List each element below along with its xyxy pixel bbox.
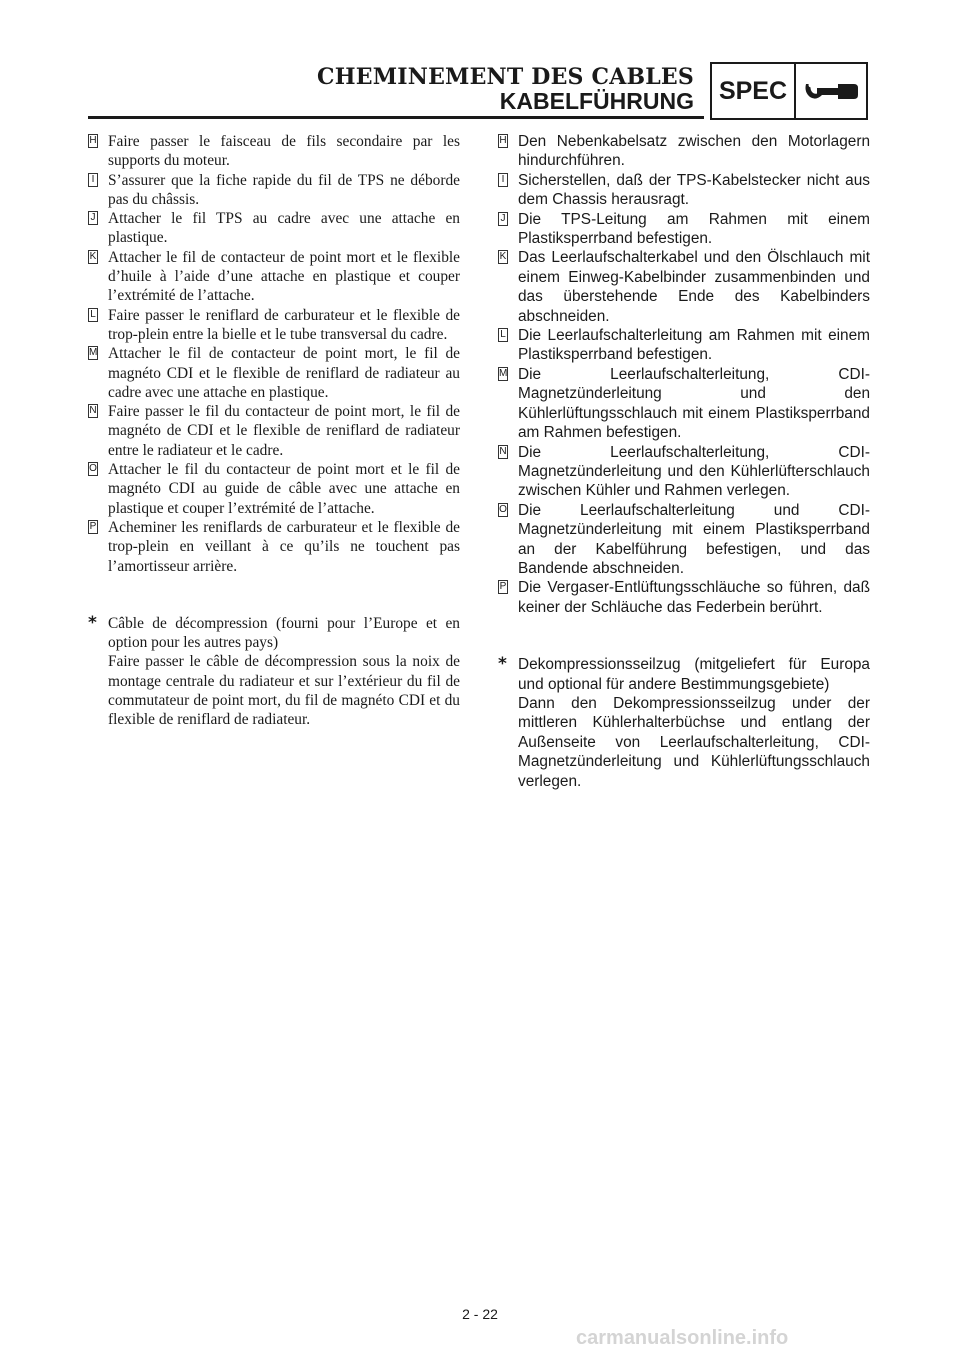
instruction-item [88,518,460,576]
instruction-item [498,443,870,501]
step-marker: M [89,347,98,359]
step-marker: I [498,173,508,187]
instruction-item [88,306,460,345]
instruction-item [498,578,870,617]
german-column [498,132,870,791]
instruction-item [88,402,460,460]
instruction-text: Attacher le fil du contacteur de point mort et le fil de magnéto CDI au guide de câble avec une attache en plastique et couper l’extrémité de l’attache. [108,461,460,517]
step-marker: J [88,211,98,225]
french-note-heading: Câble de décompression (fourni pour l’Europe et en option pour les autres pays) [108,614,460,652]
step-marker: J [498,212,508,226]
instruction-text: Die Leerlaufschalterleitung, CDI-Magnetzünderleitung und den Kühlerlüftungsschlauch mit einem Plastiksperrband am Rahmen befestigen. [518,365,870,442]
step-marker: H [89,135,97,146]
spec-badge [710,62,868,120]
page-number: 2 - 22 [462,1306,498,1322]
step-marker: H [499,135,507,146]
step-marker: L [88,308,98,322]
instruction-item [498,132,870,171]
spec-label: SPEC [712,64,796,118]
french-instruction-list [88,132,460,576]
german-note [498,655,870,791]
section-title-german: KABELFÜHRUNG [499,88,694,114]
instruction-text: S’assurer que la fiche rapide du fil de TPS ne déborde pas du châssis. [108,171,460,208]
instruction-text: Die TPS-Leitung am Rahmen mit einem Plastiksperrband befestigen. [518,210,870,248]
instruction-text: Die Leerlaufschalterleitung und CDI-Magnetzünderleitung mit einem Plastiksperrband an der Kabelführung befestigen, und das Bandende abschneiden. [518,501,870,577]
instruction-text: Das Leerlaufschalterkabel und den Ölschlauch mit einem Einweg-Kabelbinder zusammenbinden und das überstehende Ende des Kabelbinders abschneiden. [518,249,870,325]
instruction-item [88,344,460,402]
step-marker: N [499,445,507,457]
section-title-french: CHEMINEMENT DES CABLES [317,64,694,90]
german-note-body: Dann den Dekompressionsseilzug under der mittleren Kühlerhalterbüchse und entlang der Außenseite von Leerlaufschalterleitung, CDI-Magnetzünderleitung und Kühlerlüftungsschlauch verlegen. [518,694,870,790]
instruction-text: Die Vergaser-Entlüftungsschläuche so führen, daß keiner der Schläuche das Federbein berührt. [518,579,870,616]
instruction-item [88,132,460,171]
french-note-body: Faire passer le câble de décompression sous la noix de montage centrale du radiateur et sur l’extérieur du fil de commutateur de point mort, du fil de magnéto CDI et du flexible de reniflard de radiateur. [108,653,460,729]
instruction-item [498,248,870,326]
page-header [88,58,870,124]
step-marker: M [499,367,508,379]
instruction-item [498,365,870,443]
instruction-item [498,171,870,210]
instruction-item [88,248,460,306]
instruction-item [498,210,870,249]
instruction-text: Die Leerlaufschalterleitung, CDI-Magnetzünderleitung und den Kühlerlüfterschlauch zwischen Kühler und Rahmen verlegen. [518,443,870,500]
french-note [88,614,460,730]
instruction-text: Acheminer les reniflards de carburateur et le flexible de trop-plein en veillant à ce qu’ils ne touchent pas l’amortisseur arrière. [108,518,460,575]
step-marker: K [499,251,507,263]
asterisk-icon: * [498,654,507,675]
header-rule [88,116,704,119]
instruction-text: Attacher le fil de contacteur de point mort et le flexible d’huile à l’aide d’une attache en plastique et couper l’extrémité de l’attache. [108,248,460,305]
step-marker: I [88,173,98,187]
french-column [88,132,460,730]
instruction-text: Faire passer le fil du contacteur de point mort, le fil de magnéto de CDI et le flexible de reniflard de radiateur entre le radiateur et le cadre. [108,403,460,459]
instruction-text: Faire passer le faisceau de fils secondaire par les supports du moteur. [108,133,460,170]
watermark: carmanualsonline.info [576,1327,789,1349]
instruction-item [498,501,870,579]
instruction-text: Sicherstellen, daß der TPS-Kabelstecker nicht aus dem Chassis herausragt. [518,171,870,209]
german-instruction-list [498,132,870,617]
wrench-icon [802,76,860,106]
step-marker: P [499,581,507,593]
step-marker: N [89,405,97,417]
step-marker: K [89,250,97,262]
instruction-item [88,171,460,210]
instruction-text: Den Nebenkabelsatz zwischen den Motorlagern hindurchführen. [518,133,870,170]
instruction-item [498,326,870,365]
instruction-item [88,460,460,518]
step-marker: O [499,503,507,515]
step-marker: P [89,520,97,532]
instruction-text: Attacher le fil TPS au cadre avec une attache en plastique. [108,210,460,247]
german-note-heading: Dekompressionsseilzug (mitgeliefert für Europa und optional für andere Bestimmungsgebiete) [518,656,870,693]
step-marker: O [89,463,97,475]
step-marker: L [498,328,508,342]
asterisk-icon: * [88,612,97,633]
instruction-text: Faire passer le reniflard de carburateur et le flexible de trop-plein entre la bielle et le tube transversal du cadre. [108,306,460,343]
instruction-text: Die Leerlaufschalterleitung am Rahmen mit einem Plastiksperrband befestigen. [518,327,870,364]
instruction-item [88,209,460,248]
instruction-text: Attacher le fil de contacteur de point mort, le fil de magnéto CDI et le flexible de reniflard de radiateur au cadre avec une attache en plastique. [108,345,460,401]
